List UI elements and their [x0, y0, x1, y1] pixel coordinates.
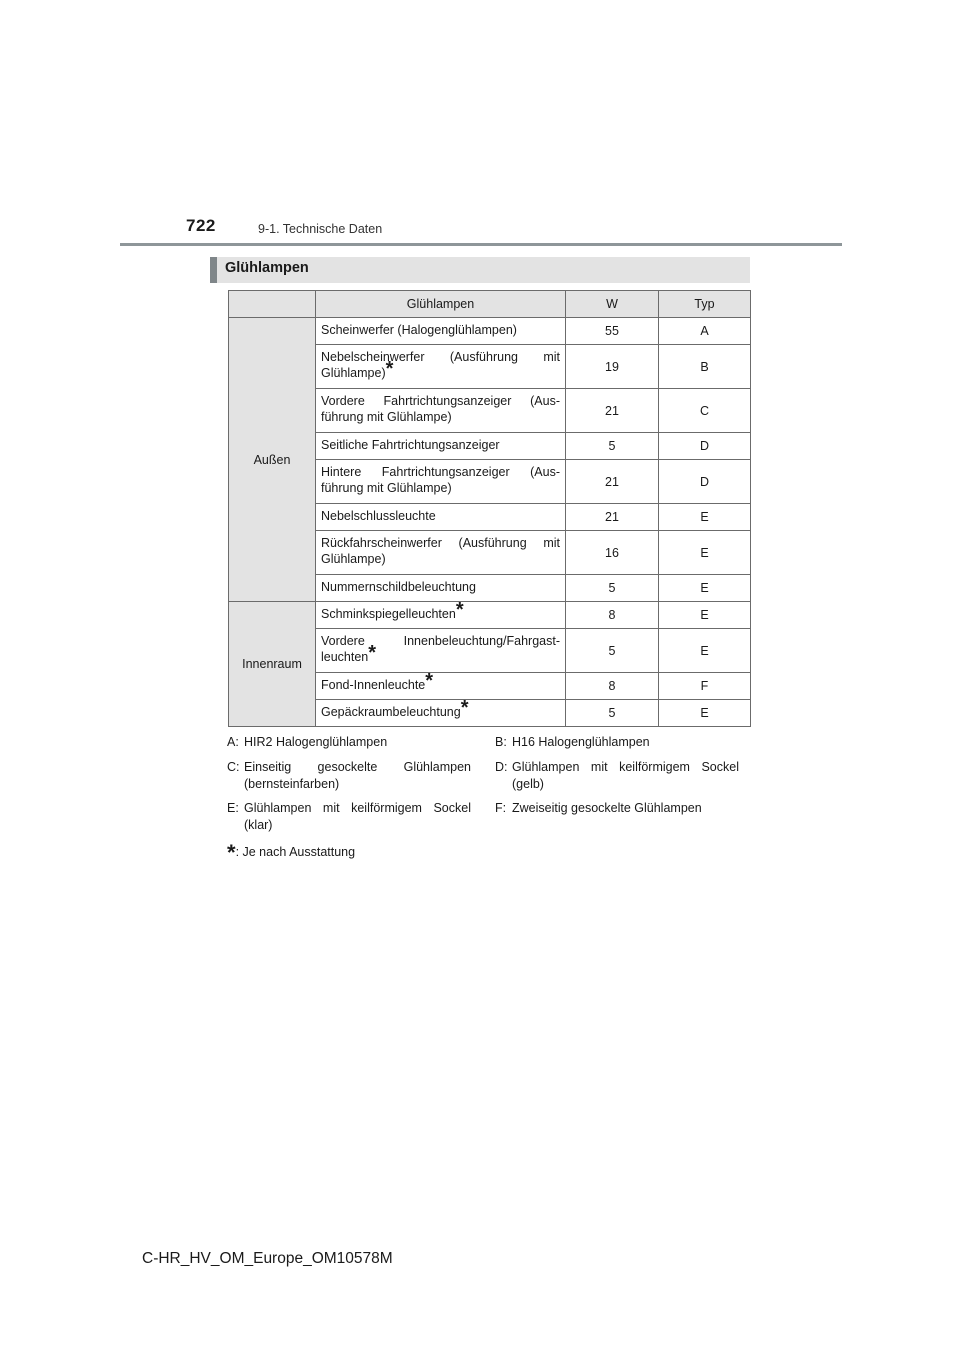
- bulb-type: E: [659, 629, 751, 673]
- bulb-name: Nebelschlussleuchte: [316, 504, 566, 531]
- bulb-type: E: [659, 700, 751, 727]
- legend-item: D: Glühlampen mit keilförmigem Sockel (gelb): [495, 760, 739, 791]
- table-row: [229, 602, 751, 629]
- bulb-type: E: [659, 602, 751, 629]
- section-label: 9-1. Technische Daten: [258, 222, 383, 236]
- bulb-name: Seitliche Fahrtrichtungsanzeiger: [316, 433, 566, 460]
- bulb-watt: 5: [566, 700, 659, 727]
- header-group: [229, 291, 316, 318]
- bulb-name: Hintere Fahrtrichtungsanzeiger (Aus-führung mit Glühlampe): [316, 460, 566, 504]
- bulb-name: Scheinwerfer (Halogenglühlampen): [316, 318, 566, 345]
- bulb-name: Vordere Innenbeleuchtung/Fahrgast-leuchten*: [316, 629, 566, 673]
- bulb-watt: 21: [566, 389, 659, 433]
- bulb-name: Nebelscheinwerfer (Ausführung mit Glühlampe)*: [316, 345, 566, 389]
- legend-item: F: Zweiseitig gesockelte Glühlampen: [495, 801, 702, 815]
- bulb-table: [228, 290, 751, 727]
- footnote-star: *: [385, 358, 394, 380]
- legend-item: A: HIR2 Halogenglühlampen: [227, 735, 388, 749]
- bulb-watt: 8: [566, 602, 659, 629]
- group-label-innenraum: Innenraum: [229, 602, 316, 727]
- table-row: [229, 318, 751, 345]
- footnote-star: *: [425, 670, 434, 692]
- bulb-type: E: [659, 575, 751, 602]
- bulb-watt: 5: [566, 433, 659, 460]
- legend-item: B: H16 Halogenglühlampen: [495, 735, 650, 749]
- bulb-watt: 21: [566, 460, 659, 504]
- bulb-watt: 5: [566, 575, 659, 602]
- table-header-row: [229, 291, 751, 318]
- header-type: Typ: [659, 291, 751, 318]
- bulb-type: E: [659, 531, 751, 575]
- footnote-star: *: [227, 840, 236, 865]
- bulb-type: C: [659, 389, 751, 433]
- bulb-type: B: [659, 345, 751, 389]
- legend-item: C: Einseitig gesockelte Glühlampen (bernsteinfarben): [227, 760, 471, 791]
- bulb-watt: 21: [566, 504, 659, 531]
- section-title-bar: [210, 257, 750, 283]
- bulb-type: D: [659, 433, 751, 460]
- footnote-star: *: [460, 697, 469, 719]
- bulb-watt: 19: [566, 345, 659, 389]
- footnote-text: : Je nach Ausstattung: [235, 845, 356, 859]
- bulb-name: Schminkspiegelleuchten*: [316, 602, 566, 629]
- bulb-type: E: [659, 504, 751, 531]
- bulb-name: Gepäckraumbeleuchtung*: [316, 700, 566, 727]
- section-title: Glühlampen: [225, 260, 309, 276]
- document-id: C-HR_HV_OM_Europe_OM10578M: [142, 1250, 393, 1267]
- footnote-star: *: [455, 599, 464, 621]
- bulb-type: D: [659, 460, 751, 504]
- header-bulbs: Glühlampen: [316, 291, 566, 318]
- legend-item: E: Glühlampen mit keilförmigem Sockel (klar): [227, 801, 471, 832]
- bulb-watt: 8: [566, 673, 659, 700]
- bulb-watt: 55: [566, 318, 659, 345]
- footnote: [227, 840, 356, 865]
- page-number: 722: [186, 216, 216, 235]
- bulb-name: Fond-Innenleuchte*: [316, 673, 566, 700]
- bulb-type: F: [659, 673, 751, 700]
- bulb-name: Vordere Fahrtrichtungsanzeiger (Aus-führung mit Glühlampe): [316, 389, 566, 433]
- bulb-name: Rückfahrscheinwerfer (Ausführung mit Glühlampe): [316, 531, 566, 575]
- group-label-aussen: Außen: [229, 318, 316, 602]
- bulb-watt: 16: [566, 531, 659, 575]
- bulb-watt: 5: [566, 629, 659, 673]
- bulb-type: A: [659, 318, 751, 345]
- footnote-star: *: [368, 642, 377, 664]
- header-watt: W: [566, 291, 659, 318]
- bulb-name: Nummernschildbeleuchtung: [316, 575, 566, 602]
- header-rule: [120, 243, 842, 246]
